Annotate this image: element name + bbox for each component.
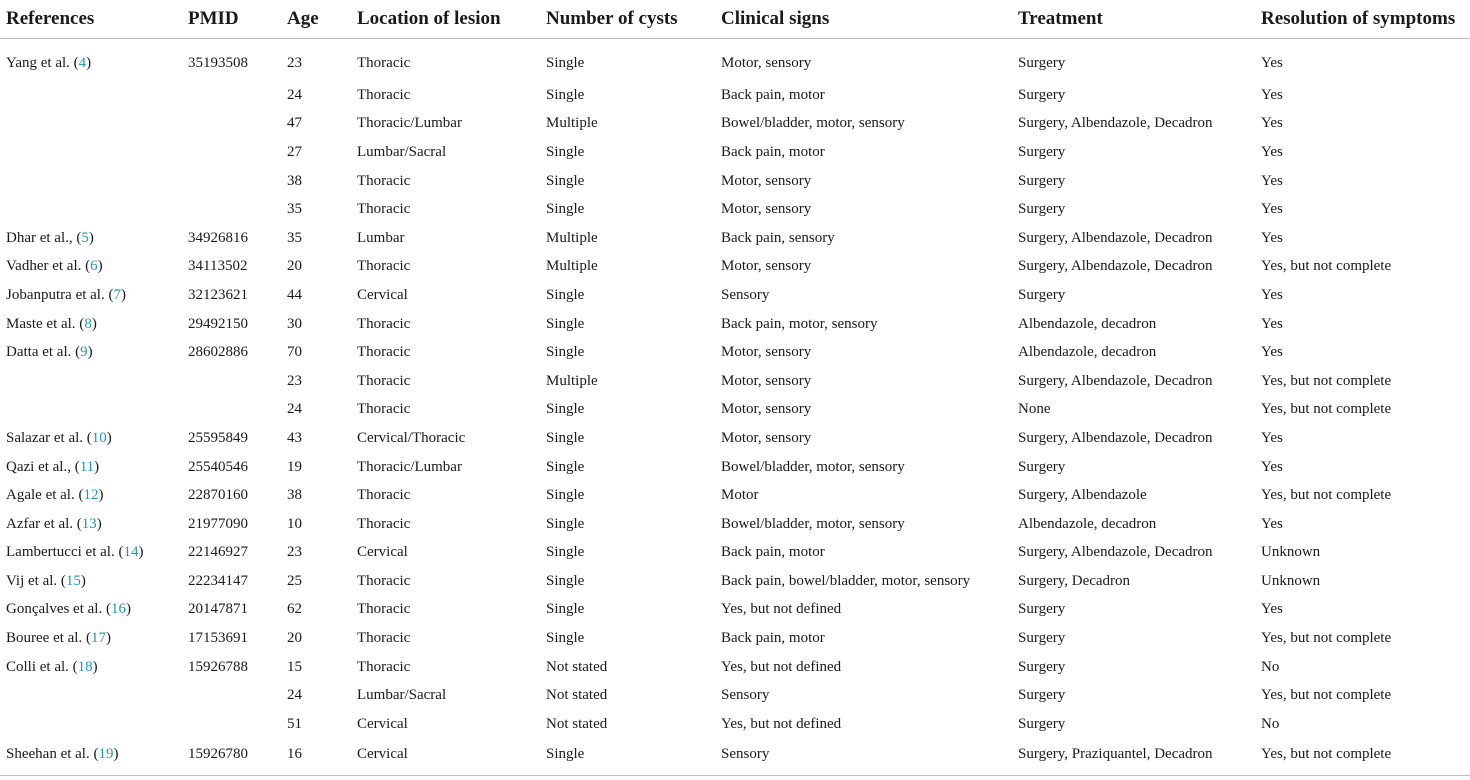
cell-location: Thoracic/Lumbar — [357, 458, 462, 475]
cell-pmid: 22870160 — [188, 487, 248, 504]
cell-treatment: Albendazole, decadron — [1018, 515, 1157, 532]
cell-location: Cervical/Thoracic — [357, 429, 466, 446]
reference-citation-link[interactable]: 17 — [90, 630, 106, 647]
cell-treatment: Surgery — [1018, 458, 1066, 475]
cell-clinical-signs: Motor — [721, 487, 759, 504]
cell-clinical-signs: Motor, sensory — [721, 172, 812, 189]
cell-reference — [0, 681, 182, 710]
reference-citation-link[interactable]: 14 — [123, 544, 139, 561]
reference-close-paren: ) — [113, 746, 119, 763]
cell-clinical-signs: Bowel/bladder, motor, sensory — [721, 458, 905, 475]
cell-resolution: Yes — [1261, 201, 1283, 218]
reference-close-paren: ) — [105, 630, 111, 647]
cell-pmid: 32123621 — [188, 286, 248, 303]
cell-treatment: Surgery — [1018, 54, 1066, 71]
cell-clinical-signs: Motor, sensory — [721, 258, 812, 275]
cell-clinical-signs: Yes, but not defined — [721, 715, 842, 732]
cell-resolution: Yes — [1261, 344, 1283, 361]
cell-pmid — [182, 167, 281, 196]
reference-citation-link[interactable]: 7 — [113, 286, 121, 303]
table-row — [0, 367, 1470, 396]
cell-clinical-signs: Sensory — [721, 286, 770, 303]
cell-location: Thoracic — [357, 601, 411, 618]
cell-age: 10 — [287, 515, 302, 532]
cell-treatment: Surgery — [1018, 601, 1066, 618]
cell-clinical-signs: Yes, but not defined — [721, 658, 842, 675]
cell-location: Thoracic — [357, 401, 411, 418]
reference-close-paren: ) — [96, 515, 102, 532]
cell-pmid: 22234147 — [188, 572, 248, 589]
cell-number-of-cysts: Single — [546, 601, 585, 618]
cell-number-of-cysts: Not stated — [546, 658, 608, 675]
cell-treatment: Surgery — [1018, 658, 1066, 675]
cell-location: Thoracic — [357, 172, 411, 189]
cell-reference — [0, 167, 182, 196]
cell-treatment: Surgery, Albendazole, Decadron — [1018, 115, 1213, 132]
cell-pmid — [182, 110, 281, 139]
cell-treatment: Surgery — [1018, 286, 1066, 303]
reference-author: Sheehan et al. ( — [6, 746, 99, 763]
reference-citation-link[interactable]: 4 — [78, 54, 87, 71]
cell-treatment: Surgery, Praziquantel, Decadron — [1012, 739, 1255, 776]
cell-resolution: Yes — [1261, 286, 1283, 303]
cell-reference — [0, 739, 182, 776]
cell-pmid: 25595849 — [188, 429, 248, 446]
table-row — [0, 39, 1470, 82]
cell-treatment: Albendazole, decadron — [1018, 344, 1157, 361]
table-row — [0, 596, 1470, 625]
reference-citation-link[interactable]: 10 — [91, 429, 107, 446]
cell-reference — [0, 110, 182, 139]
cell-resolution: No — [1261, 658, 1280, 675]
cell-treatment: None — [1018, 401, 1051, 418]
cell-location: Thoracic — [357, 258, 411, 275]
reference-close-paren: ) — [88, 229, 94, 246]
cell-number-of-cysts: Single — [546, 572, 585, 589]
table-row — [0, 739, 1470, 776]
cell-location: Thoracic — [357, 344, 411, 361]
cell-reference — [0, 81, 182, 110]
reference-author: Vij et al. ( — [6, 572, 66, 589]
cell-treatment: Surgery, Decadron — [1018, 572, 1131, 589]
cell-resolution: Unknown — [1261, 544, 1321, 561]
reference-close-paren: ) — [98, 487, 104, 504]
cell-number-of-cysts: Not stated — [546, 687, 608, 704]
header-resolution: Resolution of symptoms — [1255, 0, 1470, 39]
cell-treatment: Surgery, Albendazole, Decadron — [1018, 258, 1213, 275]
cell-clinical-signs: Back pain, sensory — [721, 229, 835, 246]
cell-clinical-signs: Back pain, motor — [721, 630, 825, 647]
cell-number-of-cysts: Single — [546, 143, 585, 160]
cell-number-of-cysts: Multiple — [546, 372, 598, 389]
cell-location: Lumbar/Sacral — [357, 687, 447, 704]
cell-number-of-cysts: Single — [540, 739, 715, 776]
table-row — [0, 195, 1470, 224]
cell-resolution: Yes, but not complete — [1261, 687, 1392, 704]
table-header — [0, 0, 1470, 39]
cell-age: 23 — [287, 544, 302, 561]
cell-pmid: 20147871 — [188, 601, 248, 618]
cell-number-of-cysts: Single — [546, 544, 585, 561]
table-row — [0, 81, 1470, 110]
header-references: References — [0, 0, 182, 39]
cell-reference — [0, 624, 182, 653]
cell-treatment: Surgery — [1018, 715, 1066, 732]
cell-reference — [0, 39, 182, 82]
table-row — [0, 453, 1470, 482]
cell-age: 38 — [287, 172, 302, 189]
table-row — [0, 281, 1470, 310]
cell-number-of-cysts: Single — [546, 86, 585, 103]
reference-close-paren: ) — [120, 286, 126, 303]
cell-number-of-cysts: Single — [546, 401, 585, 418]
cell-number-of-cysts: Single — [546, 344, 585, 361]
cell-number-of-cysts: Single — [546, 487, 585, 504]
table-row — [0, 681, 1470, 710]
cell-resolution: No — [1261, 715, 1280, 732]
reference-author: Agale et al. ( — [6, 487, 84, 504]
reference-close-paren: ) — [125, 601, 131, 618]
cell-location: Thoracic — [357, 572, 411, 589]
cell-treatment: Surgery — [1018, 630, 1066, 647]
cell-number-of-cysts: Single — [546, 458, 585, 475]
cell-reference — [0, 596, 182, 625]
cell-reference — [0, 396, 182, 425]
reference-citation-link[interactable]: 11 — [79, 458, 95, 475]
table-body — [0, 39, 1470, 776]
reference-citation-link[interactable]: 5 — [81, 229, 89, 246]
reference-citation-link[interactable]: 12 — [83, 487, 99, 504]
cell-age: 20 — [287, 258, 302, 275]
cell-pmid: 29492150 — [188, 315, 248, 332]
cell-pmid — [182, 195, 281, 224]
reference-author: Qazi et al., ( — [6, 458, 80, 475]
cell-location: Thoracic — [357, 86, 411, 103]
reference-citation-link[interactable]: 8 — [84, 315, 92, 332]
cell-resolution: Yes — [1261, 515, 1283, 532]
cell-age: 24 — [287, 401, 302, 418]
cell-number-of-cysts: Single — [546, 630, 585, 647]
cell-age: 35 — [287, 201, 302, 218]
reference-close-paren: ) — [94, 458, 100, 475]
cell-resolution: Yes — [1261, 601, 1283, 618]
cell-age: 35 — [287, 229, 302, 246]
cell-treatment: Surgery, Albendazole, Decadron — [1018, 429, 1213, 446]
table-row — [0, 224, 1470, 253]
table-row — [0, 310, 1470, 339]
cell-reference — [0, 539, 182, 568]
header-row — [0, 0, 1470, 39]
cell-location: Cervical — [351, 739, 540, 776]
cell-pmid: 35193508 — [188, 54, 248, 71]
cell-clinical-signs: Back pain, motor — [721, 143, 825, 160]
cell-age: 24 — [287, 687, 302, 704]
header-location: Location of lesion — [351, 0, 540, 39]
cell-pmid — [182, 681, 281, 710]
cell-number-of-cysts: Single — [546, 286, 585, 303]
cell-treatment: Surgery — [1018, 201, 1066, 218]
cell-age: 19 — [287, 458, 302, 475]
cell-reference — [0, 253, 182, 282]
cell-age: 47 — [287, 115, 302, 132]
cell-resolution: Yes — [1261, 172, 1283, 189]
table-row — [0, 424, 1470, 453]
reference-close-paren: ) — [80, 572, 86, 589]
cell-age: 20 — [287, 630, 302, 647]
cell-age: 62 — [287, 601, 302, 618]
cell-reference — [0, 281, 182, 310]
table-row — [0, 567, 1470, 596]
cell-clinical-signs: Motor, sensory — [721, 344, 812, 361]
cell-resolution: Yes, but not complete — [1261, 372, 1392, 389]
header-age: Age — [281, 0, 351, 39]
cell-number-of-cysts: Single — [546, 315, 585, 332]
cell-number-of-cysts: Single — [546, 172, 585, 189]
cell-pmid: 17153691 — [188, 630, 248, 647]
cell-clinical-signs: Bowel/bladder, motor, sensory — [721, 115, 905, 132]
cell-number-of-cysts: Single — [546, 201, 585, 218]
cell-pmid — [182, 367, 281, 396]
reference-close-paren: ) — [91, 315, 97, 332]
cell-reference — [0, 338, 182, 367]
cell-reference — [0, 367, 182, 396]
cell-location: Thoracic — [357, 54, 411, 71]
cell-clinical-signs: Motor, sensory — [721, 372, 812, 389]
header-number-of-cysts: Number of cysts — [540, 0, 715, 39]
cell-clinical-signs: Back pain, bowel/bladder, motor, sensory — [721, 572, 971, 589]
reference-citation-link[interactable]: 6 — [90, 258, 98, 275]
cell-location: Thoracic — [357, 658, 411, 675]
reference-close-paren: ) — [97, 258, 103, 275]
reference-close-paren: ) — [87, 344, 93, 361]
table-row — [0, 167, 1470, 196]
cell-treatment: Surgery, Albendazole — [1018, 487, 1147, 504]
cell-clinical-signs: Yes, but not defined — [721, 601, 842, 618]
cell-clinical-signs: Back pain, motor, sensory — [721, 315, 878, 332]
reference-author: Azfar et al. ( — [6, 515, 82, 532]
reference-author: Maste et al. ( — [6, 315, 85, 332]
cell-number-of-cysts: Single — [546, 515, 585, 532]
reference-author: Colli et al. ( — [6, 658, 78, 675]
table-row — [0, 539, 1470, 568]
cell-resolution: Unknown — [1261, 572, 1321, 589]
cell-reference — [0, 453, 182, 482]
table-row — [0, 253, 1470, 282]
cell-resolution: Yes — [1261, 229, 1283, 246]
table-row — [0, 138, 1470, 167]
reference-close-paren: ) — [138, 544, 144, 561]
header-treatment: Treatment — [1012, 0, 1255, 39]
cell-number-of-cysts: Multiple — [546, 229, 598, 246]
cell-location: Cervical — [357, 544, 408, 561]
reference-author: Dhar et al., ( — [6, 229, 82, 246]
cell-clinical-signs: Motor, sensory — [721, 429, 812, 446]
cell-location: Cervical — [357, 715, 408, 732]
cell-resolution: Yes — [1261, 115, 1283, 132]
reference-author: Vadher et al. ( — [6, 258, 91, 275]
cell-location: Thoracic — [357, 515, 411, 532]
cell-clinical-signs: Motor, sensory — [721, 201, 812, 218]
reference-author: Salazar et al. ( — [6, 429, 92, 446]
cell-location: Thoracic — [357, 630, 411, 647]
cell-clinical-signs: Motor, sensory — [721, 401, 812, 418]
cell-location: Cervical — [357, 286, 408, 303]
cell-age: 43 — [287, 429, 302, 446]
cell-pmid: 28602886 — [188, 344, 248, 361]
cell-age: 51 — [287, 715, 302, 732]
cell-location: Thoracic — [357, 201, 411, 218]
cell-treatment: Surgery — [1018, 687, 1066, 704]
cell-resolution: Yes — [1261, 315, 1283, 332]
reference-close-paren: ) — [86, 54, 92, 71]
cell-clinical-signs: Back pain, motor — [721, 544, 825, 561]
cell-reference — [0, 510, 182, 539]
cell-pmid — [182, 710, 281, 739]
cell-pmid: 34113502 — [188, 258, 248, 275]
cell-age: 70 — [287, 344, 302, 361]
table-row — [0, 110, 1470, 139]
cell-treatment: Surgery — [1018, 86, 1066, 103]
cell-clinical-signs: Sensory — [715, 739, 1012, 776]
cell-location: Thoracic — [357, 372, 411, 389]
cell-clinical-signs: Sensory — [721, 687, 770, 704]
cell-pmid — [182, 81, 281, 110]
cell-pmid — [182, 138, 281, 167]
reference-citation-link[interactable]: 13 — [81, 515, 97, 532]
cell-treatment: Surgery, Albendazole, Decadron — [1018, 372, 1213, 389]
cell-treatment: Surgery, Albendazole, Decadron — [1018, 229, 1213, 246]
cell-number-of-cysts: Single — [546, 429, 585, 446]
cell-number-of-cysts: Not stated — [546, 715, 608, 732]
cell-age: 15 — [287, 658, 302, 675]
cell-resolution: Yes, but not complete — [1261, 630, 1392, 647]
reference-close-paren: ) — [92, 658, 98, 675]
cell-reference — [0, 567, 182, 596]
reference-citation-link[interactable]: 19 — [98, 746, 114, 763]
table-row — [0, 338, 1470, 367]
reference-citation-link[interactable]: 9 — [80, 344, 88, 361]
header-clinical-signs: Clinical signs — [715, 0, 1012, 39]
cell-pmid: 25540546 — [188, 458, 248, 475]
cell-location: Lumbar — [357, 229, 405, 246]
cell-age: 44 — [287, 286, 302, 303]
reference-citation-link[interactable]: 16 — [110, 601, 126, 618]
reference-author: Gonçalves et al. ( — [6, 601, 111, 618]
cell-reference — [0, 138, 182, 167]
cell-pmid: 15926788 — [188, 658, 248, 675]
cell-pmid: 34926816 — [188, 229, 248, 246]
cell-resolution: Yes, but not complete — [1255, 739, 1470, 776]
cell-reference — [0, 424, 182, 453]
cell-resolution: Yes, but not complete — [1261, 258, 1392, 275]
table-row — [0, 481, 1470, 510]
cell-age: 38 — [287, 487, 302, 504]
cell-treatment: Surgery — [1018, 172, 1066, 189]
cell-clinical-signs: Motor, sensory — [721, 54, 812, 71]
cell-age: 16 — [281, 739, 351, 776]
cell-treatment: Surgery — [1018, 143, 1066, 160]
cell-location: Thoracic/Lumbar — [357, 115, 462, 132]
reference-citation-link[interactable]: 15 — [65, 572, 81, 589]
cell-reference — [0, 224, 182, 253]
table-row — [0, 710, 1470, 739]
cell-resolution: Yes — [1261, 86, 1283, 103]
reference-author: Yang et al. ( — [6, 54, 79, 71]
reference-close-paren: ) — [106, 429, 112, 446]
reference-author: Jobanputra et al. ( — [6, 286, 114, 303]
cell-resolution: Yes — [1261, 143, 1283, 160]
table-row — [0, 624, 1470, 653]
table-row — [0, 653, 1470, 682]
reference-author: Bouree et al. ( — [6, 630, 91, 647]
cell-number-of-cysts: Multiple — [546, 115, 598, 132]
cell-resolution: Yes — [1261, 458, 1283, 475]
cell-treatment: Surgery, Albendazole, Decadron — [1018, 544, 1213, 561]
cell-reference — [0, 710, 182, 739]
cell-treatment: Albendazole, decadron — [1018, 315, 1157, 332]
cell-location: Lumbar/Sacral — [357, 143, 447, 160]
cell-pmid: 15926780 — [182, 739, 281, 776]
cell-pmid — [182, 396, 281, 425]
reference-citation-link[interactable]: 18 — [77, 658, 93, 675]
cell-resolution: Yes — [1261, 429, 1283, 446]
cell-pmid: 21977090 — [188, 515, 248, 532]
cell-reference — [0, 481, 182, 510]
cell-resolution: Yes, but not complete — [1261, 487, 1392, 504]
cell-clinical-signs: Bowel/bladder, motor, sensory — [721, 515, 905, 532]
cell-resolution: Yes, but not complete — [1261, 401, 1392, 418]
cell-number-of-cysts: Single — [546, 54, 585, 71]
reference-author: Lambertucci et al. ( — [6, 544, 124, 561]
cell-reference — [0, 195, 182, 224]
table-row — [0, 510, 1470, 539]
cell-reference — [0, 310, 182, 339]
cell-location: Thoracic — [357, 487, 411, 504]
cell-number-of-cysts: Multiple — [546, 258, 598, 275]
cell-pmid: 22146927 — [188, 544, 248, 561]
cell-age: 27 — [287, 143, 302, 160]
cell-age: 23 — [287, 54, 302, 71]
cell-location: Thoracic — [357, 315, 411, 332]
cell-age: 25 — [287, 572, 302, 589]
table-row — [0, 396, 1470, 425]
cell-reference — [0, 653, 182, 682]
cell-age: 23 — [287, 372, 302, 389]
reference-author: Datta et al. ( — [6, 344, 81, 361]
cell-age: 24 — [287, 86, 302, 103]
header-pmid: PMID — [182, 0, 281, 39]
cell-resolution: Yes — [1261, 54, 1283, 71]
cell-age: 30 — [287, 315, 302, 332]
cell-clinical-signs: Back pain, motor — [721, 86, 825, 103]
